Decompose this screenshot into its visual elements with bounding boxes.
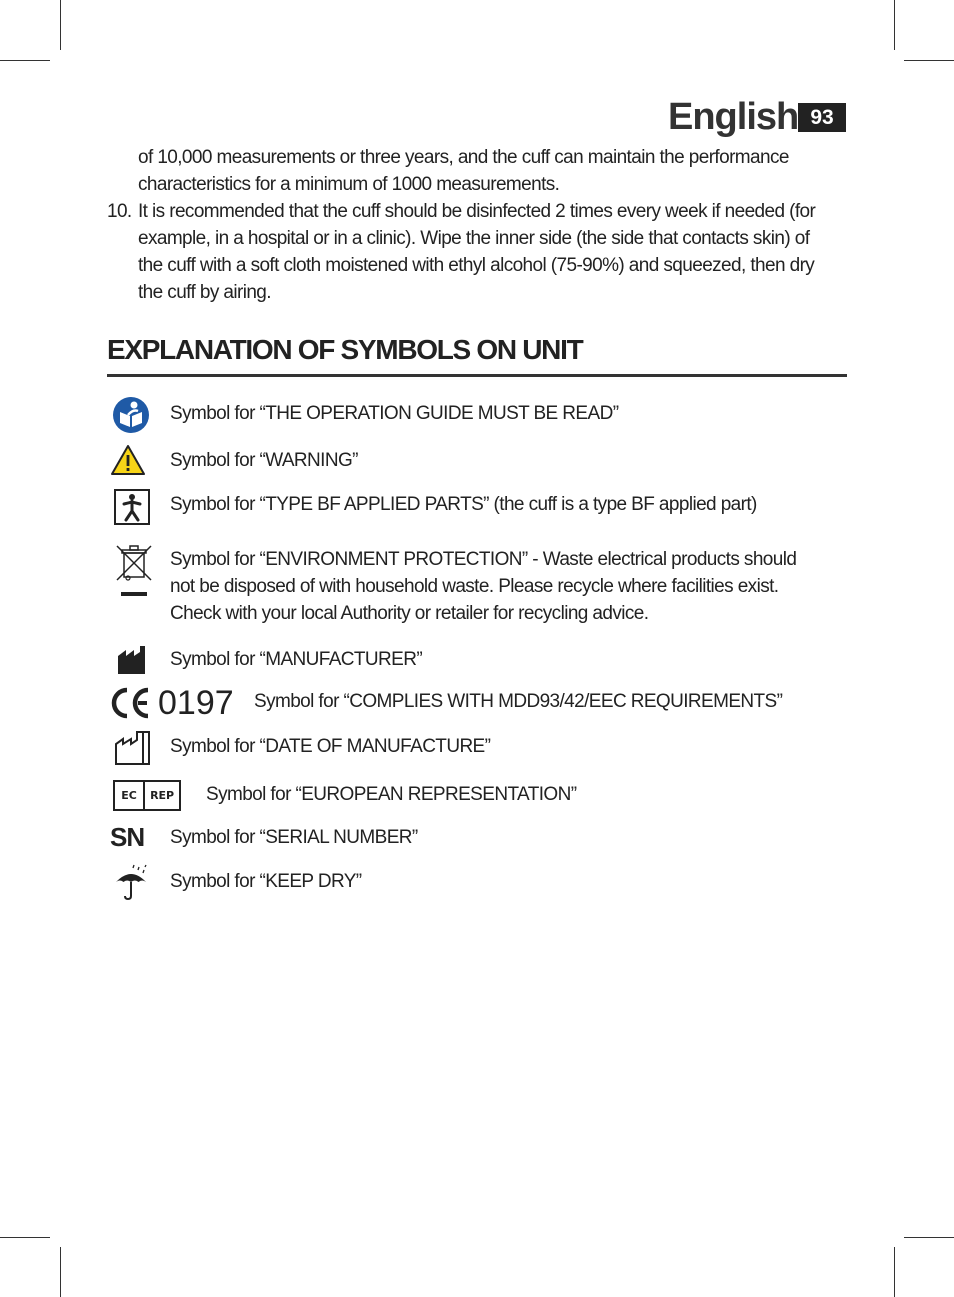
list-item-line: the cuff by airing.: [138, 282, 271, 303]
crop-mark: [894, 0, 895, 50]
symbol-description: not be disposed of with household waste. Please recycle where facilities exist.: [170, 576, 779, 597]
crop-mark: [60, 1247, 61, 1297]
crop-mark: [0, 1237, 50, 1238]
continued-line: characteristics for a minimum of 1000 measurements.: [138, 174, 560, 195]
list-number: 10.: [107, 201, 132, 222]
rep-label: REP: [150, 789, 175, 802]
continued-line: of 10,000 measurements or three years, and the cuff can maintain the performance: [138, 147, 789, 168]
symbol-description: Symbol for “KEEP DRY”: [170, 871, 362, 892]
list-item-line: example, in a hospital or in a clinic). Wipe the inner side (the side that contacts skin) of: [138, 228, 810, 249]
language-title: English: [668, 96, 799, 138]
warning-icon: [110, 444, 146, 481]
crop-mark: [60, 0, 61, 50]
list-item-line: the cuff with a soft cloth moistened with ethyl alcohol (75-90%) and squeezed, then dry: [138, 255, 815, 276]
section-divider: [107, 374, 847, 377]
crop-mark: [904, 60, 954, 61]
manufacturer-icon: [116, 644, 148, 681]
symbol-description: Symbol for “ENVIRONMENT PROTECTION” - Waste electrical products should: [170, 549, 797, 570]
ec-label: EC: [115, 782, 145, 809]
ec-rep-icon: [113, 780, 181, 811]
weee-bin-icon: [114, 543, 154, 604]
ce-notified-body-number: 0197: [158, 684, 234, 722]
crop-mark: [894, 1247, 895, 1297]
crop-mark: [0, 60, 50, 61]
section-title: EXPLANATION OF SYMBOLS ON UNIT: [107, 334, 583, 365]
crop-mark: [904, 1237, 954, 1238]
symbol-description: Symbol for “EUROPEAN REPRESENTATION”: [206, 784, 577, 805]
keep-dry-icon: [113, 864, 149, 907]
serial-number-icon: SN: [110, 822, 145, 852]
type-bf-icon: [113, 488, 151, 531]
symbol-description: Symbol for “DATE OF MANUFACTURE”: [170, 736, 491, 757]
symbol-description: Symbol for “MANUFACTURER”: [170, 649, 423, 670]
symbol-description: Symbol for “WARNING”: [170, 450, 358, 471]
date-of-manufacture-icon: [114, 728, 152, 771]
page-number: 93: [798, 103, 846, 132]
read-manual-icon: [111, 395, 151, 440]
list-item-line: It is recommended that the cuff should be disinfected 2 times every week if needed (for: [138, 201, 816, 222]
symbol-description: Symbol for “THE OPERATION GUIDE MUST BE READ”: [170, 403, 619, 424]
symbol-description: Check with your local Authority or retailer for recycling advice.: [170, 603, 649, 624]
symbol-description: Symbol for “TYPE BF APPLIED PARTS” (the cuff is a type BF applied part): [170, 494, 757, 515]
ce-mark-icon: [108, 684, 154, 727]
symbol-description: Symbol for “SERIAL NUMBER”: [170, 827, 418, 848]
symbol-description: Symbol for “COMPLIES WITH MDD93/42/EEC REQUIREMENTS”: [254, 691, 783, 712]
